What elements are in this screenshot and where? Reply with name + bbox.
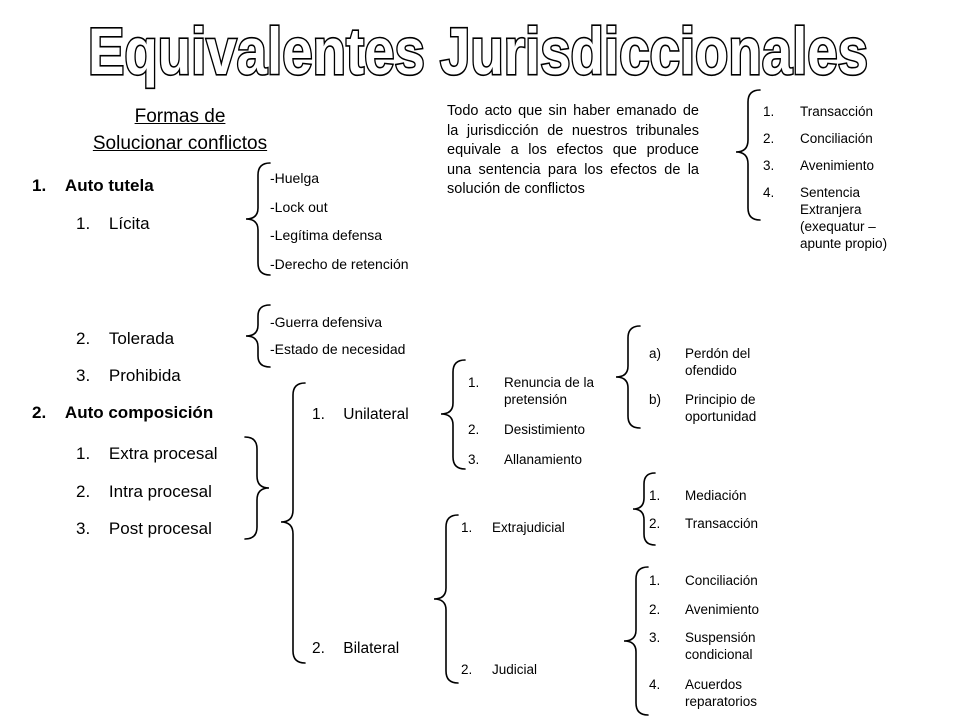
brace-judicial <box>624 567 648 715</box>
page-title: Equivalentes Jurisdiccionales <box>88 14 868 88</box>
unilateral-item <box>312 406 409 424</box>
item-label: Extra procesal <box>108 444 218 463</box>
list-item <box>649 345 789 391</box>
list-item <box>649 572 789 601</box>
item-number: 2. <box>76 329 91 348</box>
list-item <box>649 629 789 676</box>
definition-paragraph: Todo acto que sin haber emanado de la jurisdicción de nuestros tribunales equivale a los efectos que produce una sentencia para los efectos de la solución de conflictos <box>447 103 699 197</box>
title-banner <box>0 0 960 90</box>
list-item <box>649 391 789 427</box>
licita-item <box>76 214 150 234</box>
item-number: 1. <box>763 104 775 119</box>
item-number: 1. <box>76 444 91 463</box>
auto-composicion-item <box>32 403 213 423</box>
item-number: 3. <box>468 452 480 467</box>
item-text: Avenimiento <box>800 158 875 173</box>
bilateral-item <box>312 640 399 658</box>
item-number: b) <box>649 392 662 407</box>
item-number: 1. <box>312 406 325 423</box>
section-heading <box>60 103 300 157</box>
list-item: -Huelga <box>270 170 320 186</box>
list-item <box>649 601 789 629</box>
item-text: Sentencia Extranjera (exequatur – apunte propio) <box>800 185 888 251</box>
list-item <box>649 515 789 535</box>
item-text: Conciliación <box>800 131 873 146</box>
item-label: Bilateral <box>343 640 400 657</box>
item-label: Judicial <box>492 662 538 677</box>
item-number: 1. <box>649 488 661 503</box>
list-item: -Derecho de retención <box>270 256 409 272</box>
brace-unilateral <box>441 360 465 469</box>
item-number: 1. <box>76 214 91 233</box>
item-label: Intra procesal <box>108 482 212 501</box>
item-text: Conciliación <box>685 573 758 588</box>
item-text: Desistimiento <box>504 422 586 437</box>
item-text: Principio de oportunidad <box>685 392 757 424</box>
item-number: 3. <box>76 366 91 385</box>
item-number: 3. <box>763 158 775 173</box>
list-item <box>763 157 913 184</box>
item-number: 1. <box>468 375 480 390</box>
tolerada-item <box>76 329 174 349</box>
item-number: 2. <box>76 482 91 501</box>
list-item <box>763 103 913 130</box>
brace-auto-composicion <box>245 437 269 539</box>
extrajudicial-item <box>461 519 565 536</box>
list-item <box>649 676 789 712</box>
item-text: Acuerdos reparatorios <box>685 677 758 709</box>
item-text: Perdón del ofendido <box>685 346 751 378</box>
item-number: 1. <box>461 520 473 535</box>
item-label: Extrajudicial <box>492 520 565 535</box>
item-label: Post procesal <box>108 519 212 538</box>
brace-equivalentes <box>736 90 760 220</box>
brace-licita <box>246 163 270 275</box>
item-number: 3. <box>76 519 91 538</box>
list-item: -Guerra defensiva <box>270 314 383 330</box>
item-number: 1. <box>32 176 47 195</box>
list-item <box>763 130 913 157</box>
item-number: 3. <box>649 630 661 645</box>
item-number: 2. <box>649 602 661 617</box>
item-label: Tolerada <box>108 329 175 348</box>
heading-line-2: Solucionar conflictos <box>92 133 268 154</box>
equivalentes-list <box>763 103 913 256</box>
item-number: a) <box>649 346 662 361</box>
list-item <box>468 374 628 421</box>
extrajudicial-list <box>649 487 789 535</box>
brace-tipos <box>281 383 305 663</box>
item-text: Transacción <box>800 104 874 119</box>
item-number: 4. <box>649 677 661 692</box>
judicial-item <box>461 661 537 678</box>
item-text: Avenimiento <box>685 602 760 617</box>
intra-procesal-item <box>76 482 212 502</box>
item-number: 2. <box>312 640 325 657</box>
item-text: Mediación <box>685 488 747 503</box>
item-text: Suspensión condicional <box>685 630 756 662</box>
list-item <box>649 487 789 515</box>
item-number: 2. <box>461 662 473 677</box>
item-number: 1. <box>649 573 661 588</box>
brace-bilateral <box>434 515 458 683</box>
item-number: 2. <box>649 516 661 531</box>
list-item: -Estado de necesidad <box>270 341 406 357</box>
brace-tolerada <box>246 305 270 367</box>
item-text: Allanamiento <box>504 452 583 467</box>
item-label: Auto tutela <box>64 176 154 195</box>
item-number: 2. <box>763 131 775 146</box>
tolerada-examples <box>270 314 405 358</box>
auto-tutela-item <box>32 176 154 196</box>
extra-procesal-item <box>76 444 218 464</box>
list-item <box>763 184 913 256</box>
item-label: Auto composición <box>64 403 214 422</box>
item-text: Transacción <box>685 516 759 531</box>
item-text: Renuncia de la pretensión <box>504 375 595 407</box>
renuncia-list <box>649 345 789 427</box>
item-label: Prohibida <box>108 366 181 385</box>
item-number: 2. <box>468 422 480 437</box>
list-item <box>468 421 628 451</box>
list-item: -Legítima defensa <box>270 227 383 243</box>
item-label: Unilateral <box>343 406 409 423</box>
judicial-list <box>649 572 789 712</box>
post-procesal-item <box>76 519 212 539</box>
licita-examples <box>270 170 409 273</box>
list-item: -Lock out <box>270 199 328 215</box>
item-number: 4. <box>763 185 775 200</box>
item-number: 2. <box>32 403 47 422</box>
list-item <box>468 451 628 471</box>
unilateral-list <box>468 374 628 471</box>
item-label: Lícita <box>108 214 150 233</box>
heading-line-1: Formas de <box>134 106 226 127</box>
prohibida-item <box>76 366 181 386</box>
